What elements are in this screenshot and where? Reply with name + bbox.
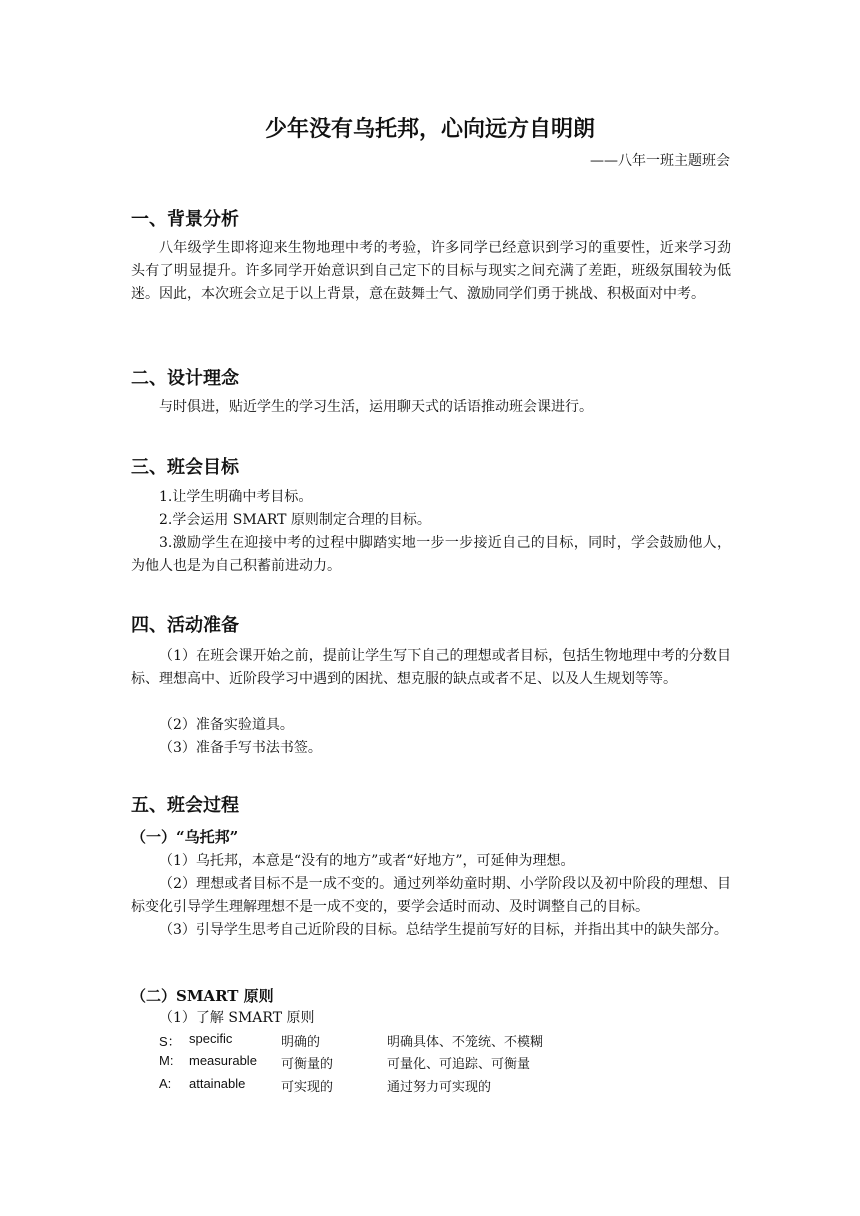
smart-term: attainable [189, 1076, 246, 1091]
section-heading-design: 二、设计理念 [131, 368, 239, 389]
subsection-heading-smart: （二）SMART 原则 [131, 987, 274, 1005]
utopia-item-2: （2）理想或者目标不是一成不变的。通过列举幼童时期、小学阶段以及初中阶段的理想、目标变化引导学生理解理想不是一成不变的，要学会适时而动、及时调整自己的目标。 [131, 876, 731, 915]
smart-chinese: 可实现的 [281, 1080, 334, 1095]
smart-letter: A: [159, 1076, 172, 1091]
section-paragraph-design: 与时俱进，贴近学生的学习生活，运用聊天式的话语推动班会课进行。 [159, 399, 593, 415]
section-heading-preparation: 四、活动准备 [131, 615, 239, 636]
section-heading-goals: 三、班会目标 [131, 457, 239, 478]
goal-item-2: 2.学会运用 SMART 原则制定合理的目标。 [159, 512, 431, 528]
preparation-item-3: （3）准备手写书法书签。 [159, 740, 322, 756]
section-heading-process: 五、班会过程 [131, 795, 239, 816]
smart-chinese: 可衡量的 [281, 1057, 334, 1072]
subsection-heading-utopia: （一）“乌托邦” [131, 828, 239, 846]
smart-description: 可量化、可追踪、可衡量 [387, 1057, 531, 1072]
smart-letter: S： [159, 1034, 181, 1049]
preparation-item-2: （2）准备实验道具。 [159, 717, 294, 733]
utopia-item-3: （3）引导学生思考自己近阶段的目标。总结学生提前写好的目标，并指出其中的缺失部分。 [159, 922, 728, 938]
smart-term: specific [189, 1031, 233, 1046]
goal-item-1: 1.让学生明确中考目标。 [159, 489, 313, 505]
section-paragraph-background: 八年级学生即将迎来生物地理中考的考验，许多同学已经意识到学习的重要性，近来学习劲头有了明显提升。许多同学开始意识到自己定下的目标与现实之间充满了差距，班级氛围较为低迷。因此，本次班会立足于以上背景，意在鼓舞士气、激励同学们勇于挑战、积极面对中考。 [131, 240, 731, 302]
section-heading-background: 一、背景分析 [131, 209, 239, 230]
preparation-item-1: （1）在班会课开始之前，提前让学生写下自己的理想或者目标，包括生物地理中考的分数目标、理想高中、近阶段学习中遇到的困扰、想克服的缺点或者不足、以及人生规划等等。 [131, 648, 731, 687]
smart-term: measurable [189, 1053, 257, 1068]
utopia-item-1: （1）乌托邦，本意是“没有的地方”或者“好地方”，可延伸为理想。 [159, 853, 575, 869]
smart-intro: （1）了解 SMART 原则 [159, 1010, 315, 1026]
document-title: 少年没有乌托邦，心向远方自明朗 [264, 117, 595, 142]
smart-description: 明确具体、不笼统、不模糊 [387, 1035, 544, 1050]
document-subtitle: ——八年一班主题班会 [590, 153, 730, 169]
smart-description: 通过努力可实现的 [387, 1080, 492, 1095]
smart-letter: M: [159, 1053, 174, 1068]
smart-chinese: 明确的 [281, 1035, 321, 1050]
goal-item-3: 3.激励学生在迎接中考的过程中脚踏实地一步一步接近自己的目标，同时，学会鼓励他人，为他人也是为自己积蓄前进动力。 [131, 535, 731, 574]
